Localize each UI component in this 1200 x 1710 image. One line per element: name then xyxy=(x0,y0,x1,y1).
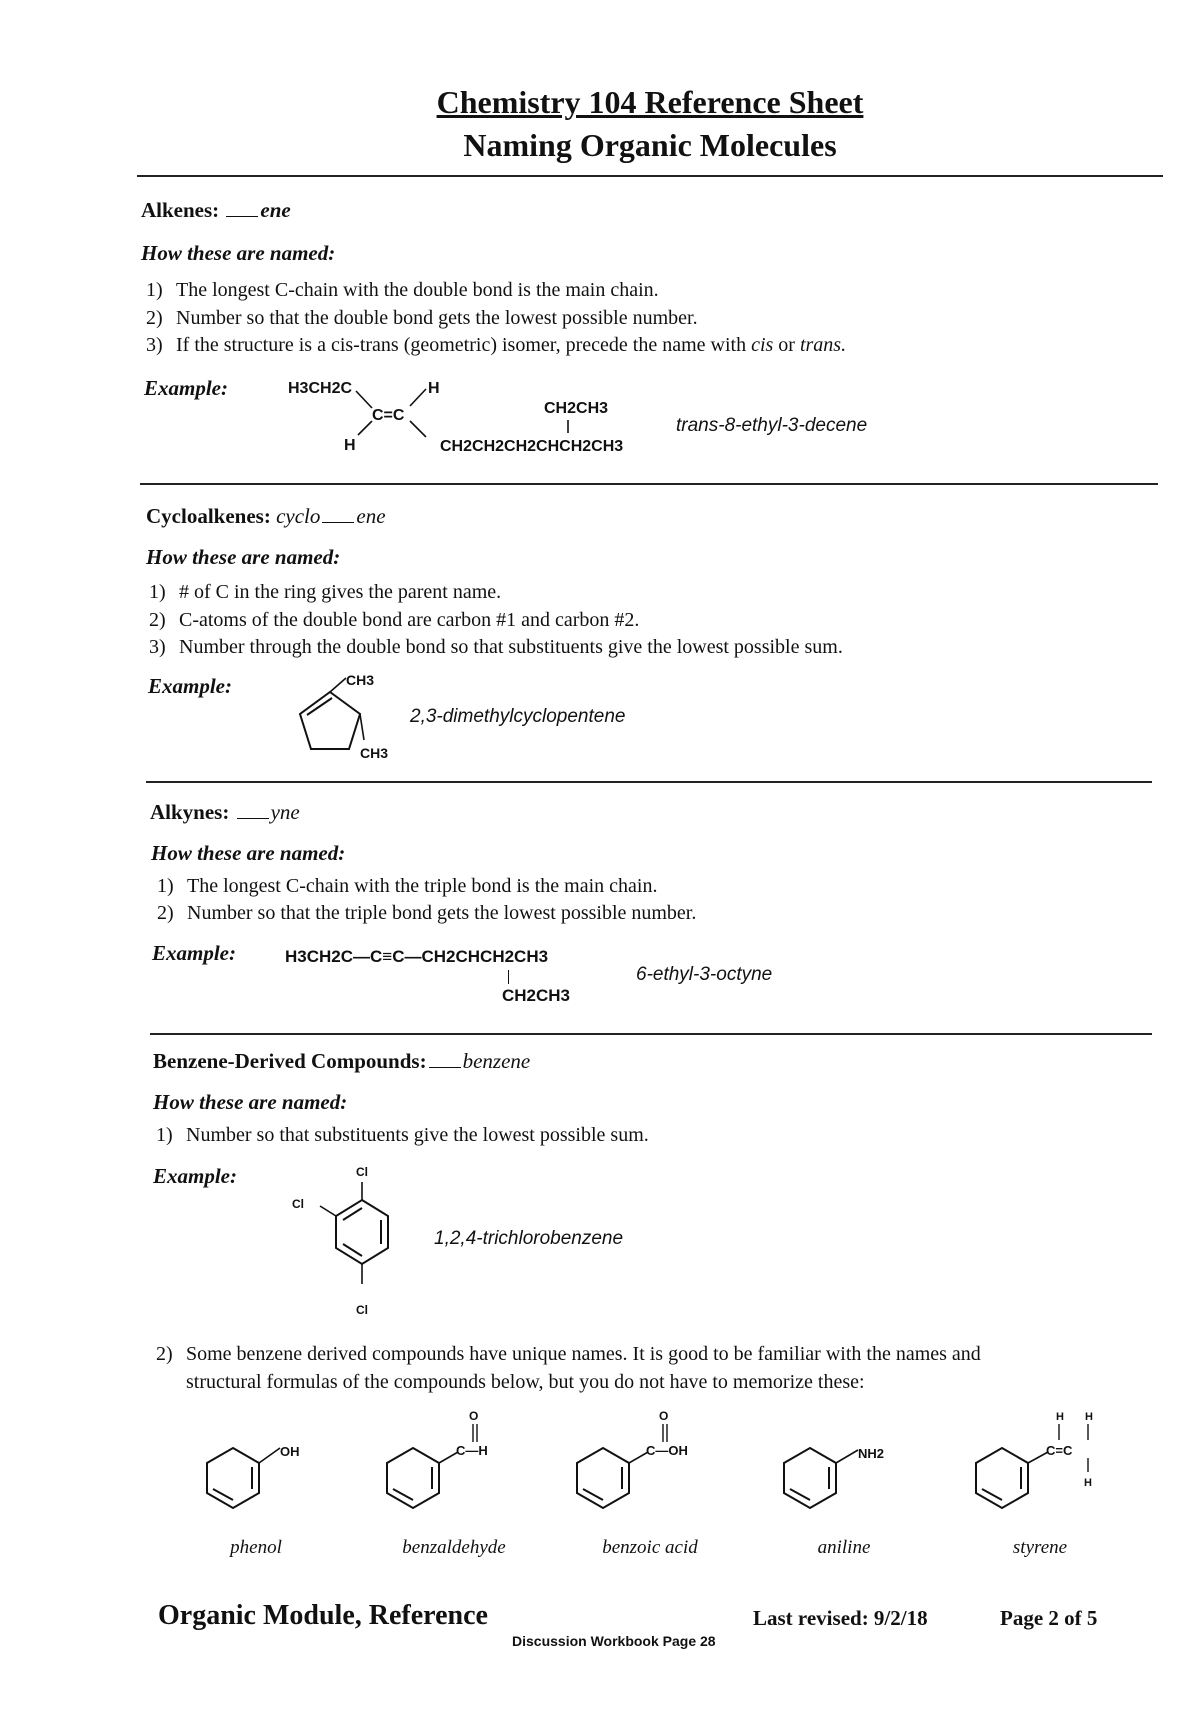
benzaldehyde-group: C—H xyxy=(456,1443,488,1458)
phenol-structure xyxy=(207,1444,300,1508)
alkene-structure xyxy=(280,375,660,465)
alkynes-heading: Alkynes: yne xyxy=(150,800,300,824)
alkenes-rule-1: 1) The longest C-chain with the double bond is the main chain. xyxy=(146,279,659,301)
benzene-example-name: 1,2,4-trichlorobenzene xyxy=(434,1228,624,1249)
alkynes-rule-1: 1) The longest C-chain with the triple bond is the main chain. xyxy=(157,875,658,897)
alkenes-rule-3: 3) If the structure is a cis-trans (geometric) isomer, precede the name with cis or trans. xyxy=(146,334,847,356)
cycloalkenes-example-label: Example: xyxy=(148,674,232,698)
page-subtitle: Naming Organic Molecules xyxy=(463,127,837,163)
cl-top: Cl xyxy=(356,1165,368,1179)
benzaldehyde-o: O xyxy=(469,1409,479,1423)
footer-workbook: Discussion Workbook Page 28 xyxy=(512,1633,716,1649)
alkenes-how-label: How these are named: xyxy=(141,241,336,265)
alkene-h-top: H xyxy=(428,380,440,397)
benzene-rule-2: 2) Some benzene derived compounds have unique names. It is good to be familiar with the names and structural formulas of the compounds below, but you do not have to memorize these: xyxy=(156,1343,981,1393)
benzene-how-label: How these are named: xyxy=(153,1090,348,1114)
benzoic-acid-o: O xyxy=(659,1409,669,1423)
divider xyxy=(150,1033,1152,1035)
benzoic-acid-group: C—OH xyxy=(646,1443,688,1458)
alkyne-branch: CH2CH3 xyxy=(502,986,571,1005)
alkene-example-name: trans-8-ethyl-3-decene xyxy=(676,415,868,436)
styrene-h2: H xyxy=(1085,1411,1093,1423)
trichlorobenzene-structure xyxy=(290,1162,410,1322)
cl-bot: Cl xyxy=(356,1303,368,1317)
footer-revised: Last revised: 9/2/18 xyxy=(753,1606,928,1630)
alkynes-how-label: How these are named: xyxy=(151,841,346,865)
aniline-nh2: NH2 xyxy=(858,1446,885,1461)
cycloalkenes-heading: Cycloalkenes: cyclo ene xyxy=(146,504,386,528)
alkene-h-bot: H xyxy=(344,437,356,454)
alkenes-example-label: Example: xyxy=(144,376,228,400)
styrene-ceqc: C=C xyxy=(1046,1443,1073,1458)
divider xyxy=(137,175,1163,177)
cyclo-example-name: 2,3-dimethylcyclopentene xyxy=(410,706,626,727)
cyclopentene-structure xyxy=(278,670,408,770)
cl-left: Cl xyxy=(292,1197,304,1211)
phenol-oh: OH xyxy=(280,1444,300,1459)
cycloalkenes-rule-2: 2) C-atoms of the double bond are carbon #1 and carbon #2. xyxy=(149,609,640,631)
alkene-main-chain: CH2CH2CH2CHCH2CH3 xyxy=(440,438,624,455)
cycloalkenes-how-label: How these are named: xyxy=(146,545,341,569)
cyclo-ch3-bot: CH3 xyxy=(360,745,389,761)
phenol-label: phenol xyxy=(230,1537,282,1558)
styrene-structure xyxy=(976,1411,1093,1508)
alkene-ceqc: C=C xyxy=(372,407,405,424)
benzaldehyde-label: benzaldehyde xyxy=(402,1537,506,1558)
cycloalkenes-rule-1: 1) # of C in the ring gives the parent name. xyxy=(149,581,502,603)
aniline-structure xyxy=(784,1446,884,1508)
cyclo-ch3-top: CH3 xyxy=(346,672,375,688)
alkyne-main-chain: H3CH2C—C≡C—CH2CHCH2CH3 xyxy=(285,947,549,966)
benzene-example-label: Example: xyxy=(153,1164,237,1188)
styrene-label: styrene xyxy=(1012,1537,1068,1558)
benzoic-acid-label: benzoic acid xyxy=(602,1537,698,1558)
alkene-h3ch2c: H3CH2C xyxy=(288,380,353,397)
benzoic-acid-structure xyxy=(577,1409,688,1508)
benzene-rule-1: 1) Number so that substituents give the lowest possible sum. xyxy=(156,1124,649,1146)
aniline-label: aniline xyxy=(817,1537,871,1558)
page-title: Chemistry 104 Reference Sheet xyxy=(436,84,864,120)
named-compounds-row xyxy=(190,1400,1140,1530)
styrene-h1: H xyxy=(1056,1411,1064,1423)
divider xyxy=(146,781,1152,783)
divider xyxy=(140,483,1158,485)
alkenes-heading: Alkenes: ene xyxy=(141,198,291,222)
cycloalkenes-rule-3: 3) Number through the double bond so that substituents give the lowest possible sum. xyxy=(149,636,843,658)
alkyne-example-name: 6-ethyl-3-octyne xyxy=(636,964,773,985)
alkynes-example-label: Example: xyxy=(152,941,236,965)
alkene-ethyl: CH2CH3 xyxy=(544,400,609,417)
benzaldehyde-structure xyxy=(387,1409,488,1508)
alkenes-rule-2: 2) Number so that the double bond gets the lowest possible number. xyxy=(146,307,698,329)
footer-module: Organic Module, Reference xyxy=(158,1600,488,1631)
styrene-h3: H xyxy=(1084,1477,1092,1489)
alkynes-rule-2: 2) Number so that the triple bond gets the lowest possible number. xyxy=(157,902,697,924)
benzene-heading: Benzene-Derived Compounds: benzene xyxy=(153,1049,531,1073)
footer-page-number: Page 2 of 5 xyxy=(1000,1606,1098,1630)
alkyne-branch-bond xyxy=(508,970,509,984)
